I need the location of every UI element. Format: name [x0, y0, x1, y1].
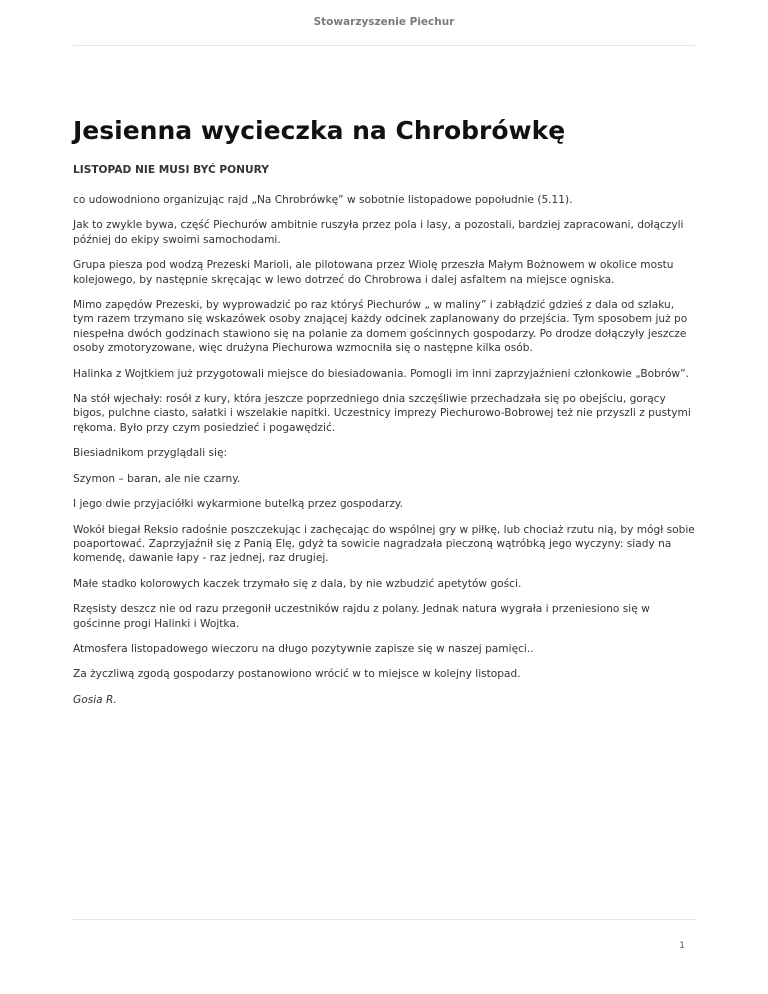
- paragraph: I jego dwie przyjaciółki wykarmione butelką przez gospodarzy.: [73, 498, 404, 511]
- paragraph: Mimo zapędów Prezeski, by wyprowadzić po raz któryś Piechurów „ w maliny” i zabłądzić gdzieś z dala od szlaku, tym razem trzymano się wskazówek osoby znającej każdy odcinek zaplanowany do przejścia. Tym sposobem już po niespełna dwóch godzinach stawiono się na polanie za domem gościnnych gospodarzy. Po drodze dołączyły jeszcze osoby zmotoryzowane, więc drużyna Piechurowa wzmocniła się o następne kilka osób.: [73, 299, 688, 355]
- page-footer: [73, 919, 695, 980]
- paragraph: Za życzliwą zgodą gospodarzy postanowiono wrócić w to miejsce w kolejny listopad.: [73, 668, 521, 681]
- paragraph: Atmosfera listopadowego wieczoru na długo pozytywnie zapisze się w naszej pamięci..: [73, 642, 534, 655]
- author-signature: Gosia R.: [73, 693, 117, 706]
- paragraph: Biesiadnikom przyglądali się:: [73, 447, 228, 460]
- paragraph: Na stół wjechały: rosół z kury, która jeszcze poprzedniego dnia szczęśliwie przechadzała się po obejściu, gorący bigos, pulchne ciasto, sałatki i wszelakie napitki. Uczestnicy imprezy Piechurowo-Bobrowej też nie przyszli z pustymi rękoma. Było przy czym posiedzieć i pogawędzić.: [73, 393, 691, 434]
- paragraph: Wokół biegał Reksio radośnie poszczekując i zachęcając do wspólnej gry w piłkę, lub chociaż rzutu nią, by mógł sobie poaportować. Zaprzyjaźnił się z Panią Elę, gdyż ta sowicie nagradzała pieczoną wątróbką jego wyczyny: siady na komendę, dawanie łapy - raz jednej, raz drugiej.: [73, 523, 695, 565]
- article: [73, 116, 695, 718]
- paragraph: Rzęsisty deszcz nie od razu przegonił uczestników rajdu z polany. Jednak natura wygrała i przeniesiono się w gościnne progi Halinki i Wojtka.: [73, 603, 650, 630]
- article-subtitle: LISTOPAD NIE MUSI BYĆ PONURY: [73, 164, 269, 176]
- page-header: [73, 0, 695, 46]
- article-title: Jesienna wycieczka na Chrobrówkę: [73, 116, 566, 145]
- paragraph: Halinka z Wojtkiem już przygotowali miejsce do biesiadowania. Pomogli im inni zaprzyjaźnieni członkowie „Bobrów”.: [73, 367, 689, 380]
- paragraph: co udowodniono organizując rajd „Na Chrobrówkę” w sobotnie listopadowe popołudnie (5.11).: [73, 194, 573, 206]
- paragraph: Małe stadko kolorowych kaczek trzymało się z dala, by nie wzbudzić apetytów gości.: [73, 577, 522, 590]
- paragraph: Jak to zwykle bywa, część Piechurów ambitnie ruszyła przez pola i lasy, a pozostali, bardziej zapracowani, dołączyli później do ekipy swoimi samochodami.: [73, 219, 684, 246]
- paragraph: Grupa piesza pod wodzą Prezeski Marioli, ale pilotowana przez Wiolę przeszła Małym Bożnowem w okolice mostu kolejowego, by następnie skręcając w lewo dotrzeć do Chrobrowa i dalej asfaltem na miejsce ogniska.: [73, 259, 674, 286]
- paragraph: Szymon – baran, ale nie czarny.: [73, 472, 241, 485]
- page-number: 1: [679, 941, 685, 951]
- site-name: Stowarzyszenie Piechur: [313, 16, 455, 28]
